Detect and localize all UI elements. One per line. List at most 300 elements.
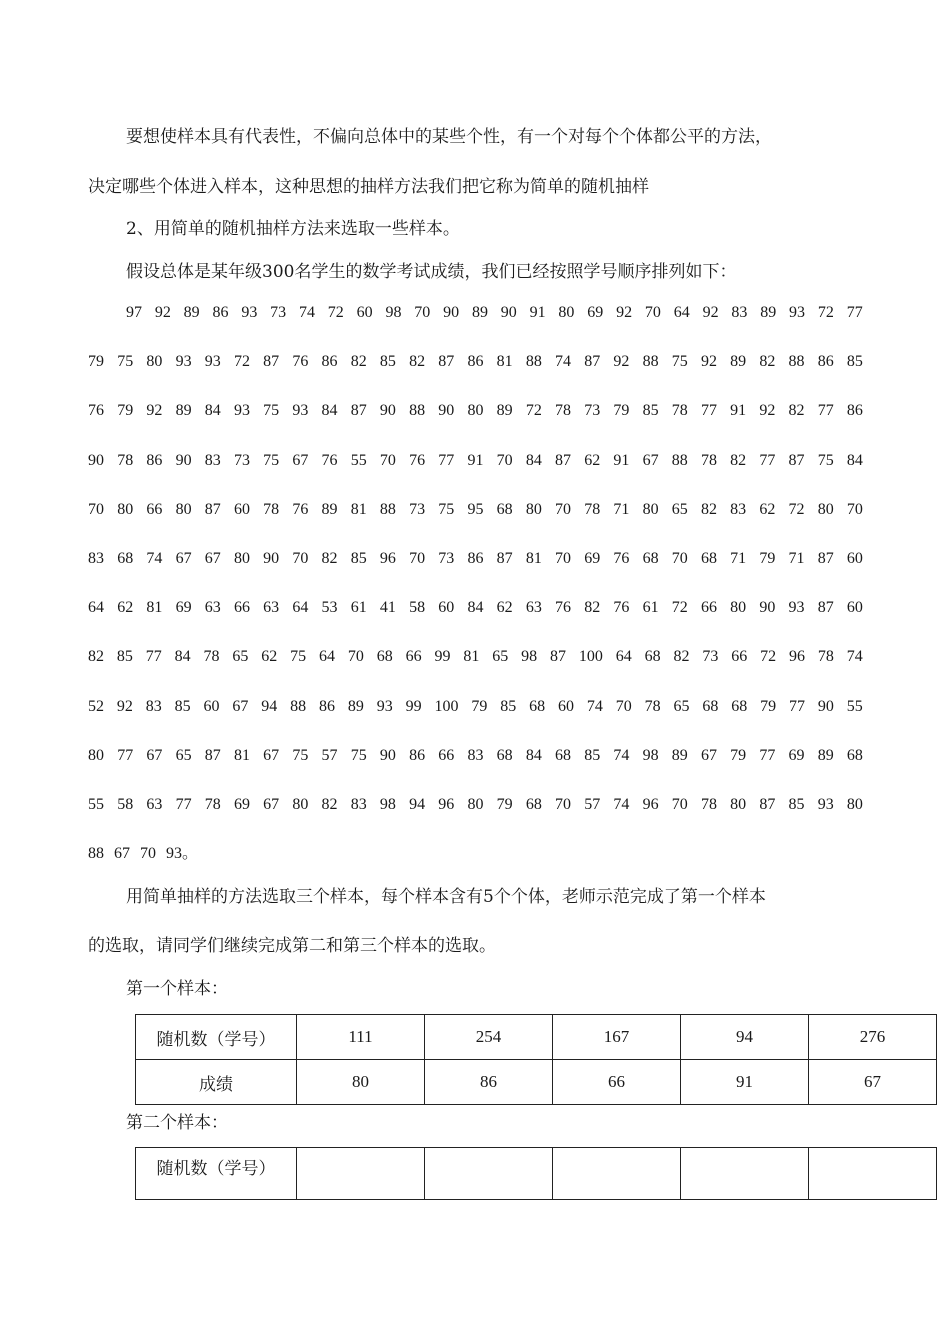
score-value: 58: [409, 599, 426, 617]
score-value: 70: [414, 304, 431, 321]
score-value: 92: [613, 353, 630, 371]
score-value: 88: [379, 500, 396, 518]
score-row: [88, 400, 863, 449]
score-value: 89: [730, 353, 747, 371]
score-value: 88: [290, 697, 307, 715]
score-value: 83: [731, 304, 748, 321]
score-value: 75: [817, 451, 834, 469]
table-cell: 91: [681, 1060, 809, 1105]
score-value: 66: [146, 500, 163, 518]
score-value: 77: [117, 746, 134, 764]
score-value: 65: [492, 648, 509, 666]
paragraph-line: 要想使样本具有代表性，不偏向总体中的某些个性，有一个对每个个体都公平的方法，: [126, 127, 772, 147]
table-cell: 86: [425, 1060, 553, 1105]
score-value: 77: [846, 304, 863, 321]
table-cell: 80: [297, 1060, 425, 1105]
score-value: 70: [347, 648, 364, 666]
table-cell: 254: [425, 1015, 553, 1060]
score-value: 70: [644, 304, 661, 321]
score-value: 89: [817, 746, 834, 764]
score-value: 85: [500, 697, 517, 715]
score-value: 89: [471, 304, 488, 321]
score-value: 65: [175, 746, 192, 764]
score-value: 76: [555, 599, 571, 617]
score-value: 85: [642, 402, 659, 420]
score-value: 83: [145, 697, 162, 715]
score-value: 94: [409, 795, 426, 813]
sample2-table: [135, 1147, 937, 1200]
table-row-head: 成绩: [136, 1060, 297, 1105]
score-value: 70: [555, 500, 571, 518]
score-value: 75: [290, 648, 307, 666]
score-value: 80: [233, 549, 250, 567]
score-value: 93: [788, 599, 805, 617]
score-value: 67: [642, 451, 659, 469]
score-value: 89: [496, 402, 513, 420]
score-value: 77: [759, 746, 776, 764]
score-value: 68: [644, 648, 661, 666]
score-value: 62: [261, 648, 278, 666]
score-value: 79: [760, 697, 777, 715]
score-value: 85: [350, 549, 367, 567]
score-value: 90: [379, 402, 396, 420]
score-value: 87: [350, 402, 367, 420]
score-value: 78: [644, 697, 661, 715]
score-value: 74: [586, 697, 603, 715]
score-value: 76: [292, 353, 309, 371]
score-value: 98: [642, 746, 659, 764]
score-value: 91: [467, 451, 484, 469]
score-value: 80: [730, 795, 747, 813]
score-value: 82: [700, 500, 717, 518]
score-value: 84: [525, 451, 542, 469]
score-value: 87: [204, 746, 221, 764]
score-value: 87: [438, 353, 455, 371]
score-value: 80: [146, 353, 163, 371]
score-value: 60: [558, 697, 574, 715]
score-value: 90: [175, 451, 192, 469]
score-value: 67: [146, 746, 163, 764]
score-value: 92: [702, 304, 719, 321]
score-value: 78: [203, 648, 220, 666]
score-row: [88, 843, 863, 892]
score-value: 86: [846, 402, 863, 420]
score-value: 72: [233, 353, 250, 371]
score-value: 81: [146, 599, 163, 617]
score-value: 87: [817, 599, 834, 617]
score-value: 80: [175, 500, 192, 518]
table-cell: 111: [297, 1015, 425, 1060]
score-value: 93: [789, 304, 806, 321]
score-value: 62: [759, 500, 776, 518]
score-value: 70: [140, 845, 156, 863]
score-value: 70: [555, 549, 571, 567]
score-value: 74: [298, 304, 315, 321]
score-value: 70: [292, 549, 309, 567]
score-value: 86: [319, 697, 335, 715]
score-value: 69: [788, 746, 805, 764]
score-value: 93: [292, 402, 309, 420]
score-value: 67: [263, 795, 280, 813]
score-value: 90: [817, 697, 834, 715]
score-value: 90: [443, 304, 460, 321]
score-value: 85: [116, 648, 133, 666]
score-value: 75: [263, 402, 280, 420]
score-value: 98: [385, 304, 402, 321]
score-value: 84: [525, 746, 542, 764]
table-row: [136, 1148, 937, 1200]
score-value: 96: [379, 549, 396, 567]
score-value: 87: [759, 795, 776, 813]
score-value: 82: [788, 402, 805, 420]
score-value: 80: [292, 795, 309, 813]
score-row: [88, 597, 863, 646]
score-value: 75: [438, 500, 455, 518]
score-value: 78: [584, 500, 601, 518]
score-value: 90: [759, 599, 776, 617]
score-value: 93: [204, 353, 221, 371]
score-value: 71: [613, 500, 630, 518]
score-value: 89: [175, 402, 192, 420]
score-value: 85: [379, 353, 396, 371]
score-value: 87: [204, 500, 221, 518]
score-value: 69: [233, 795, 250, 813]
score-value: 53: [321, 599, 338, 617]
score-value: 65: [673, 697, 690, 715]
score-value: 87: [555, 451, 571, 469]
score-value: 65: [232, 648, 249, 666]
score-value: 92: [759, 402, 776, 420]
score-value: 81: [496, 353, 513, 371]
score-value: 66: [233, 599, 250, 617]
score-value: 90: [379, 746, 396, 764]
score-value: 86: [146, 451, 163, 469]
score-value: 89: [671, 746, 688, 764]
score-value: 83: [467, 746, 484, 764]
score-value: 64: [88, 599, 104, 617]
score-value: 83: [204, 451, 221, 469]
score-value: 81: [350, 500, 367, 518]
score-value: 99: [405, 697, 422, 715]
score-value: 69: [587, 304, 604, 321]
score-value: 82: [350, 353, 367, 371]
score-value: 70: [615, 697, 632, 715]
score-value: 92: [616, 304, 633, 321]
score-value: 68: [496, 746, 513, 764]
score-value: 63: [204, 599, 221, 617]
score-row: [88, 646, 863, 695]
score-value: 86: [321, 353, 338, 371]
score-value: 80: [88, 746, 104, 764]
score-value: 100: [578, 648, 603, 666]
table-cell: 66: [553, 1060, 681, 1105]
score-value: 98: [521, 648, 538, 666]
score-value: 95: [467, 500, 484, 518]
score-value: 61: [350, 599, 367, 617]
score-value: 55: [88, 795, 104, 813]
score-value: 70: [846, 500, 863, 518]
score-value: 68: [731, 697, 748, 715]
paragraph-line: 决定哪些个体进入样本，这种思想的抽样方法我们把它称为简单的随机抽样: [88, 177, 649, 197]
score-value: 87: [263, 353, 280, 371]
score-value: 93: [817, 795, 834, 813]
score-value: 97: [126, 304, 142, 321]
score-value: 76: [292, 500, 309, 518]
score-value: 75: [671, 353, 688, 371]
score-value: 74: [613, 795, 630, 813]
score-value: 92: [116, 697, 133, 715]
score-value: 71: [788, 549, 805, 567]
score-value: 79: [759, 549, 776, 567]
score-value: 73: [233, 451, 250, 469]
score-value: 67: [232, 697, 249, 715]
score-row: [88, 499, 863, 548]
score-value: 69: [175, 599, 192, 617]
score-value: 80: [467, 795, 484, 813]
score-value: 82: [673, 648, 690, 666]
score-value: 92: [700, 353, 717, 371]
score-value: 77: [789, 697, 805, 715]
score-value: 58: [117, 795, 134, 813]
score-value: 85: [846, 353, 863, 371]
score-value: 96: [438, 795, 455, 813]
score-value: 67: [175, 549, 192, 567]
score-value: 79: [117, 402, 134, 420]
score-value: 81: [525, 549, 542, 567]
score-value: 80: [846, 795, 863, 813]
score-value: 77: [145, 648, 162, 666]
score-value: 78: [263, 500, 280, 518]
score-value: 86: [467, 353, 484, 371]
score-value: 66: [405, 648, 422, 666]
score-value: 66: [700, 599, 717, 617]
score-value: 70: [88, 500, 104, 518]
score-value: 84: [321, 402, 338, 420]
table-row: [136, 1015, 937, 1060]
score-value: 79: [613, 402, 630, 420]
score-value: 90: [88, 451, 104, 469]
score-value: 66: [438, 746, 455, 764]
score-value: 64: [292, 599, 309, 617]
score-value: 67: [292, 451, 309, 469]
score-value: 70: [379, 451, 396, 469]
table-cell: 94: [681, 1015, 809, 1060]
score-value: 87: [584, 353, 601, 371]
score-value: 77: [817, 402, 834, 420]
score-value: 55: [350, 451, 367, 469]
score-value: 93: [376, 697, 393, 715]
score-value: 57: [584, 795, 601, 813]
score-value: 70: [496, 451, 513, 469]
score-value: 92: [146, 402, 163, 420]
score-value: 68: [529, 697, 546, 715]
score-value: 75: [350, 746, 367, 764]
score-value: 83: [730, 500, 747, 518]
score-value: 41: [379, 599, 396, 617]
table-cell: 276: [809, 1015, 937, 1060]
score-value: 68: [376, 648, 393, 666]
score-row: [88, 696, 863, 745]
score-value: 86: [409, 746, 426, 764]
score-value: 60: [203, 697, 220, 715]
score-value: 87: [817, 549, 834, 567]
score-value: 98: [379, 795, 396, 813]
score-value: 70: [671, 795, 688, 813]
score-value: 76: [613, 549, 630, 567]
score-value: 90: [438, 402, 455, 420]
score-value: 78: [700, 451, 717, 469]
score-value: 67: [204, 549, 221, 567]
score-value: 77: [759, 451, 776, 469]
score-value: 68: [496, 500, 513, 518]
score-value: 71: [730, 549, 747, 567]
paragraph-line: 2、用简单的随机抽样方法来选取一些样本。: [126, 219, 460, 239]
score-value: 64: [673, 304, 690, 321]
score-value: 70: [409, 549, 426, 567]
score-value: 68: [700, 549, 717, 567]
score-value: 76: [88, 402, 104, 420]
score-value: 77: [700, 402, 717, 420]
score-value: 83: [350, 795, 367, 813]
score-value: 89: [321, 500, 338, 518]
score-value: 88: [642, 353, 659, 371]
table-row-head: 随机数（学号）: [136, 1015, 297, 1060]
score-value: 70: [671, 549, 688, 567]
score-value: 87: [788, 451, 805, 469]
score-row: [88, 745, 863, 794]
score-value: 80: [525, 500, 542, 518]
score-value: 78: [671, 402, 688, 420]
score-value: 87: [550, 648, 566, 666]
score-value: 89: [760, 304, 777, 321]
score-value: 92: [154, 304, 171, 321]
score-value: 84: [174, 648, 191, 666]
score-value: 72: [671, 599, 688, 617]
score-value: 82: [409, 353, 426, 371]
score-value: 74: [613, 746, 630, 764]
score-value: 73: [438, 549, 455, 567]
score-value: 80: [817, 500, 834, 518]
score-value: 100: [434, 697, 459, 715]
score-value: 85: [788, 795, 805, 813]
score-value: 75: [292, 746, 309, 764]
score-value: 85: [584, 746, 601, 764]
score-value: 64: [615, 648, 632, 666]
score-value: 65: [671, 500, 688, 518]
score-value: 93: [233, 402, 250, 420]
score-value: 72: [760, 648, 777, 666]
score-value: 68: [555, 746, 571, 764]
score-value: 96: [642, 795, 659, 813]
score-value: 82: [88, 648, 104, 666]
score-value: 73: [409, 500, 426, 518]
score-value: 87: [496, 549, 513, 567]
score-value: 63: [525, 599, 542, 617]
score-value: 93: [175, 353, 192, 371]
score-value: 88: [525, 353, 542, 371]
table-cell[interactable]: [681, 1148, 809, 1200]
score-value: 86: [212, 304, 229, 321]
score-value: 89: [347, 697, 364, 715]
score-value: 75: [117, 353, 134, 371]
score-value: 79: [88, 353, 104, 371]
table-cell[interactable]: [553, 1148, 681, 1200]
score-value: 60: [233, 500, 250, 518]
score-value: 63: [263, 599, 280, 617]
score-value: 62: [584, 451, 601, 469]
score-value: 76: [613, 599, 630, 617]
score-value: 62: [496, 599, 513, 617]
score-value: 76: [409, 451, 426, 469]
score-value: 60: [438, 599, 455, 617]
score-value: 79: [471, 697, 488, 715]
score-row: [88, 794, 863, 843]
table-cell[interactable]: [297, 1148, 425, 1200]
score-value: 78: [555, 402, 571, 420]
score-value: 60: [356, 304, 373, 321]
sample1-label: 第一个样本：: [126, 979, 228, 999]
score-value: 85: [174, 697, 191, 715]
score-value: 61: [642, 599, 659, 617]
score-value: 79: [730, 746, 747, 764]
score-value: 78: [700, 795, 717, 813]
table-row-head: 随机数（学号）: [136, 1148, 297, 1200]
score-value: 57: [321, 746, 338, 764]
score-value: 52: [88, 697, 104, 715]
score-value: 74: [146, 549, 163, 567]
score-value: 66: [731, 648, 748, 666]
score-value: 88: [671, 451, 688, 469]
score-value: 78: [817, 648, 834, 666]
score-value: 86: [467, 549, 484, 567]
score-value: 84: [204, 402, 221, 420]
table-cell: 67: [809, 1060, 937, 1105]
score-value: 94: [261, 697, 278, 715]
score-value: 55: [846, 697, 863, 715]
score-value: 79: [496, 795, 513, 813]
score-value: 91: [613, 451, 630, 469]
score-value: 82: [759, 353, 776, 371]
score-value: 93: [241, 304, 258, 321]
table-cell[interactable]: [809, 1148, 937, 1200]
score-value: 62: [117, 599, 134, 617]
score-value: 99: [434, 648, 451, 666]
score-value: 74: [555, 353, 571, 371]
score-value: 75: [263, 451, 280, 469]
score-value: 80: [642, 500, 659, 518]
table-row: [136, 1060, 937, 1105]
score-value: 96: [789, 648, 805, 666]
score-value: 78: [204, 795, 221, 813]
score-value: 81: [233, 746, 250, 764]
score-value: 88: [88, 845, 104, 863]
score-row: [88, 450, 863, 499]
table-cell[interactable]: [425, 1148, 553, 1200]
score-value: 68: [702, 697, 719, 715]
score-value: 88: [788, 353, 805, 371]
score-value: 84: [467, 599, 484, 617]
score-value: 73: [702, 648, 719, 666]
score-value: 68: [525, 795, 542, 813]
paragraph-line: 假设总体是某年级300名学生的数学考试成绩，我们已经按照学号顺序排列如下：: [126, 262, 737, 282]
score-value: 73: [270, 304, 287, 321]
score-value: 67: [263, 746, 280, 764]
score-value: 68: [846, 746, 863, 764]
score-value: 73: [584, 402, 601, 420]
score-value: 90: [263, 549, 280, 567]
table-cell: 167: [553, 1015, 681, 1060]
score-value: 82: [584, 599, 601, 617]
